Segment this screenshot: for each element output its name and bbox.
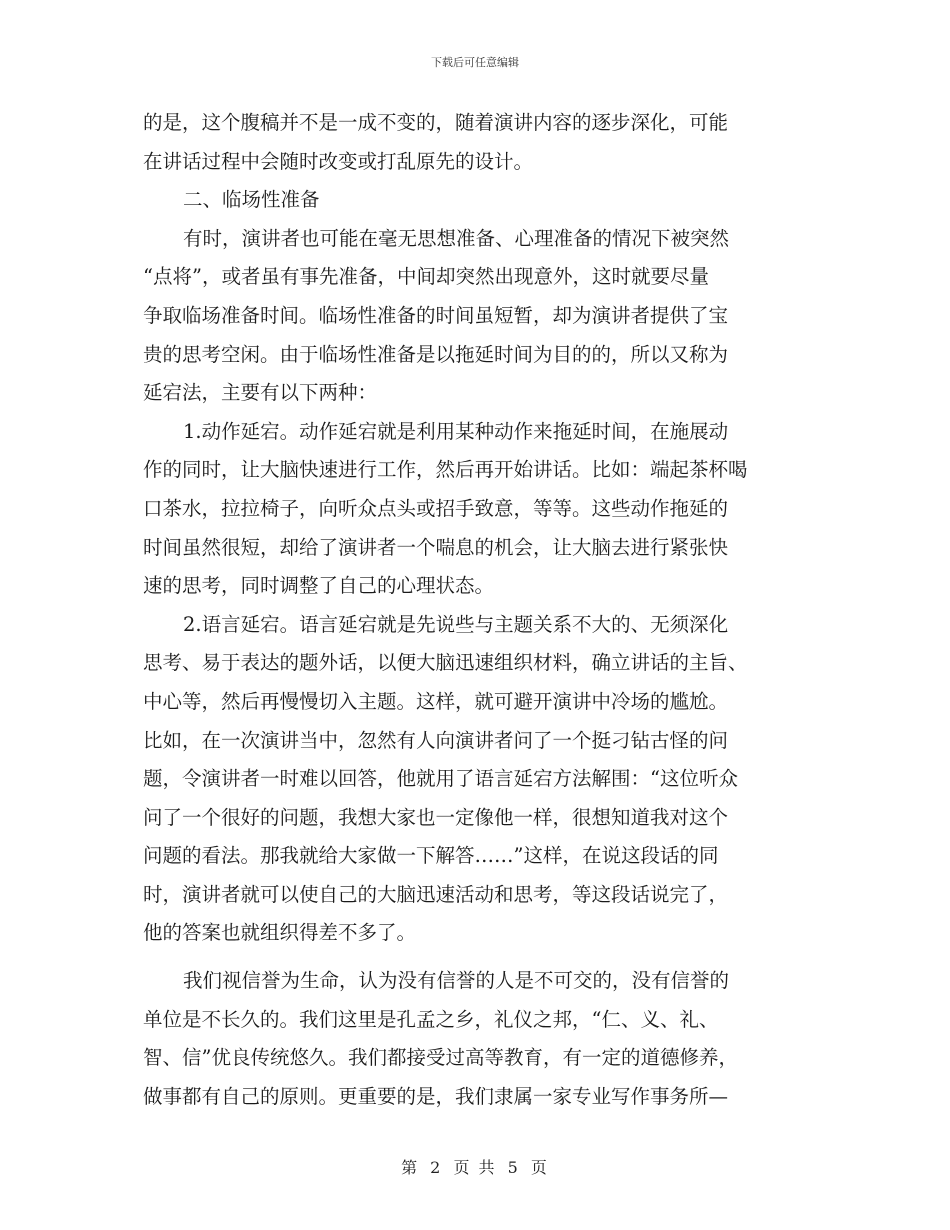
page-header: 下载后可任意编辑 [431,56,519,69]
text-line: 在讲话过程中会随时改变或打乱原先的设计。 [143,149,534,173]
text-line: 的是，这个腹稿并不是一成不变的，随着演讲内容的逐步深化，可能 [143,111,729,134]
paragraph-gap [143,953,806,962]
text-line: 思考、易于表达的题外话，以便大脑迅速组织材料，确立讲话的主旨、 [143,651,748,675]
document-body [143,104,806,1116]
text-line: 口茶水，拉拉椅子，向听众点头或招手致意，等等。这些动作拖延的 [143,496,729,520]
text-line: 时，演讲者就可以使自己的大脑迅速活动和思考，等这段话说完了， [143,882,729,906]
text-line: 争取临场准备时间。临场性准备的时间虽短暂，却为演讲者提供了宝 [143,303,729,327]
footer-prefix: 第 [401,1158,420,1177]
text-line: 时间虽然很短，却给了演讲者一个喘息的机会，让大脑去进行紧张快 [143,535,729,559]
text-line: 延宕法，主要有以下两种： [143,381,378,405]
text-line: 中心等，然后再慢慢切入主题。这样，就可避开演讲中冷场的尴尬。 [143,689,729,713]
text-block-speech-prep [143,104,806,953]
text-line: 单位是不长久的。我们这里是孔孟之乡，礼仪之邦，“仁、义、礼、 [143,1007,719,1031]
footer-page-number: 2 [430,1158,443,1177]
text-line: 他的答案也就组织得差不多了。 [143,921,417,945]
text-line: 题，令演讲者一时难以回答，他就用了语言延宕方法解围：“这位听众 [143,767,738,791]
text-line: 问了一个很好的问题，我想大家也一定像他一样，很想知道我对这个 [143,805,729,829]
text-line: 有时，演讲者也可能在毫无思想准备、心理准备的情况下被突然 [183,226,730,250]
text-line: 贵的思考空闲。由于临场性准备是以拖延时间为目的的，所以又称为 [143,342,729,366]
footer-middle: 页 共 [453,1158,497,1177]
footer-suffix: 页 [530,1158,549,1177]
text-line: 1.动作延宕。动作延宕就是利用某种动作来拖延时间，在施展动 [183,419,729,443]
text-line: 作的同时，让大脑快速进行工作，然后再开始讲话。比如：端起茶杯喝 [143,458,748,482]
text-line: 速的思考，同时调整了自己的心理状态。 [143,574,495,598]
text-line: 做事都有自己的原则。更重要的是，我们隶属一家专业写作事务所— [143,1084,729,1108]
text-line: 二、临场性准备 [183,188,320,212]
text-line: 我们视信誉为生命，认为没有信誉的人是不可交的，没有信誉的 [183,969,730,993]
page-footer [0,1155,950,1178]
text-block-credibility [143,962,806,1116]
text-line: 问题的看法。那我就给大家做一下解答……”这样，在说这段话的同 [143,844,719,868]
text-line: 2.语言延宕。语言延宕就是先说些与主题关系不大的、无须深化 [183,612,729,636]
text-line: 智、信”优良传统悠久。我们都接受过高等教育，有一定的道德修养， [143,1046,738,1070]
footer-total-pages: 5 [507,1158,520,1177]
text-line: “点将”，或者虽有事先准备，中间却突然出现意外，这时就要尽量 [143,265,709,289]
text-line: 比如，在一次演讲当中，忽然有人向演讲者问了一个挺刁钻古怪的问 [143,728,729,752]
